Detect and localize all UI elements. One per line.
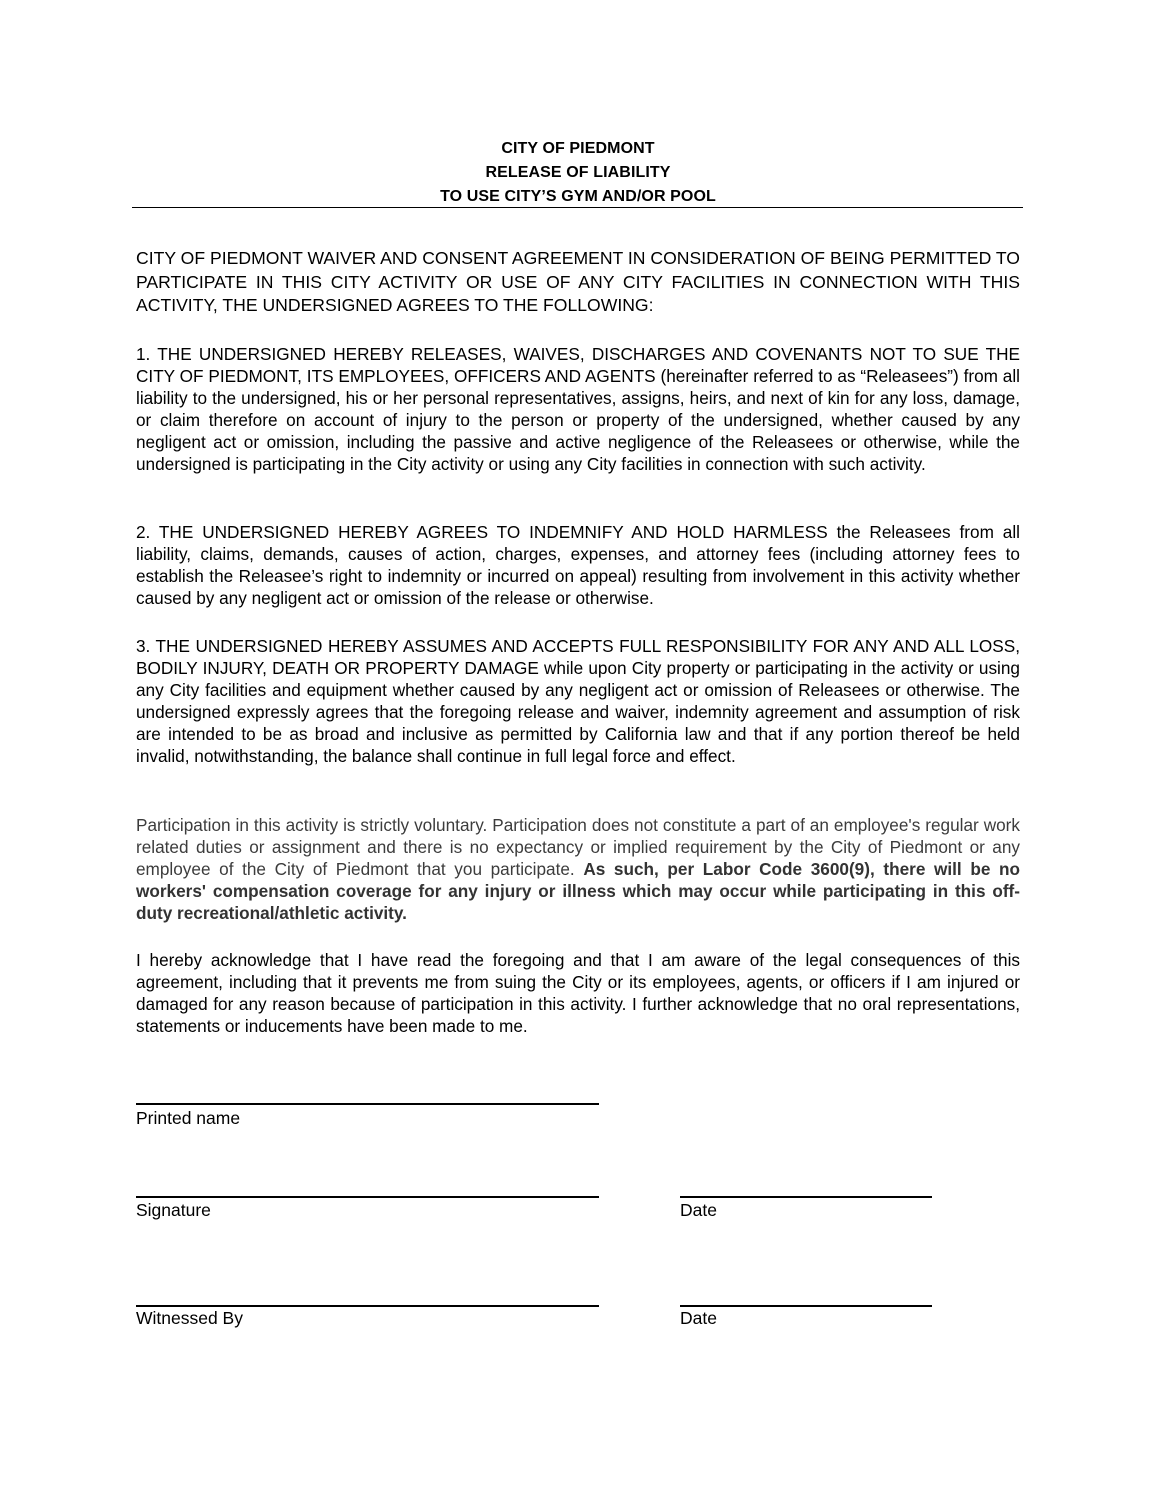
acknowledgement-paragraph: I hereby acknowledge that I have read the foregoing and that I am aware of the legal consequences of this agreement, including that it prevents me from suing the City or its employees, agents, or officers if I am injured or damaged for any reason because of participation in this activity. I further acknowledge that no oral representations, statements or inducements have been made to me. xyxy=(136,950,1020,1036)
signature-date-label: Date xyxy=(680,1200,717,1220)
workers-comp-notice: As such, per Labor Code 3600(9), there will be no workers' compensation coverage for any injury or illness which may occur while participating in this off-duty recreational/athletic activity. xyxy=(136,858,1020,923)
header-divider xyxy=(132,207,1023,208)
intro-paragraph: CITY OF PIEDMONT WAIVER AND CONSENT AGREEMENT IN CONSIDERATION OF BEING PERMITTED TO PARTICIPATE IN THIS CITY ACTIVITY OR USE OF ANY CITY FACILITIES IN CONNECTION WITH THIS ACTIVITY, THE UNDERSIGNED AGREES TO THE FOLLOWING: xyxy=(136,248,1020,315)
participation-paragraph xyxy=(136,815,1020,925)
signature-date-line[interactable] xyxy=(680,1196,932,1198)
signature-label: Signature xyxy=(136,1200,211,1220)
witness-date-label: Date xyxy=(680,1308,717,1328)
printed-name-label: Printed name xyxy=(136,1108,241,1128)
header-city-title: CITY OF PIEDMONT xyxy=(501,140,655,157)
header-subtitle: TO USE CITY’S GYM AND/OR POOL xyxy=(440,188,716,205)
witness-date-line[interactable] xyxy=(680,1305,932,1307)
clause-1-paragraph: 1. THE UNDERSIGNED HEREBY RELEASES, WAIVES, DISCHARGES AND COVENANTS NOT TO SUE THE CITY OF PIEDMONT, ITS EMPLOYEES, OFFICERS AND AGENTS (hereinafter referred to as “Releasees”) from all liability to the undersigned, his or her personal representatives, assigns, heirs, and next of kin for any loss, damage, or claim therefore on account of injury to the person or property of the undersigned, whether caused by any negligent act or omission, including the passive and active negligence of the Releasees or otherwise, while the undersigned is participating in the City activity or using any City facilities in connection with such activity. xyxy=(136,344,1020,474)
witness-line[interactable] xyxy=(136,1305,599,1307)
signature-line[interactable] xyxy=(136,1196,599,1198)
printed-name-line[interactable] xyxy=(136,1103,599,1105)
document-header xyxy=(133,137,1023,209)
clause-3-paragraph: 3. THE UNDERSIGNED HEREBY ASSUMES AND ACCEPTS FULL RESPONSIBILITY FOR ANY AND ALL LOSS, BODILY INJURY, DEATH OR PROPERTY DAMAGE while upon City property or participating in the activity or using any City facilities and equipment whether caused by any negligent act or omission of Releasees or otherwise. The undersigned expressly agrees that the foregoing release and waiver, indemnity agreement and assumption of risk are intended to be as broad and inclusive as permitted by California law and that if any portion thereof be held invalid, notwithstanding, the balance shall continue in full legal force and effect. xyxy=(136,636,1020,766)
clause-2-paragraph: 2. THE UNDERSIGNED HEREBY AGREES TO INDEMNIFY AND HOLD HARMLESS the Releasees from all liability, claims, demands, causes of action, charges, expenses, and attorney fees (including attorney fees to establish the Releasee’s right to indemnity or incurred on appeal) resulting from involvement in this activity whether caused by any negligent act or omission of the release or otherwise. xyxy=(136,522,1020,608)
witness-label: Witnessed By xyxy=(136,1308,243,1328)
header-release-title: RELEASE OF LIABILITY xyxy=(485,164,671,181)
participation-text: Participation in this activity is strictly voluntary. Participation does not constitute a part of an employee's regular work related duties or assignment and there is no expectancy or implied requirement by the City of Piedmont or any employee of the City of Piedmont that you participate. xyxy=(136,815,1020,879)
